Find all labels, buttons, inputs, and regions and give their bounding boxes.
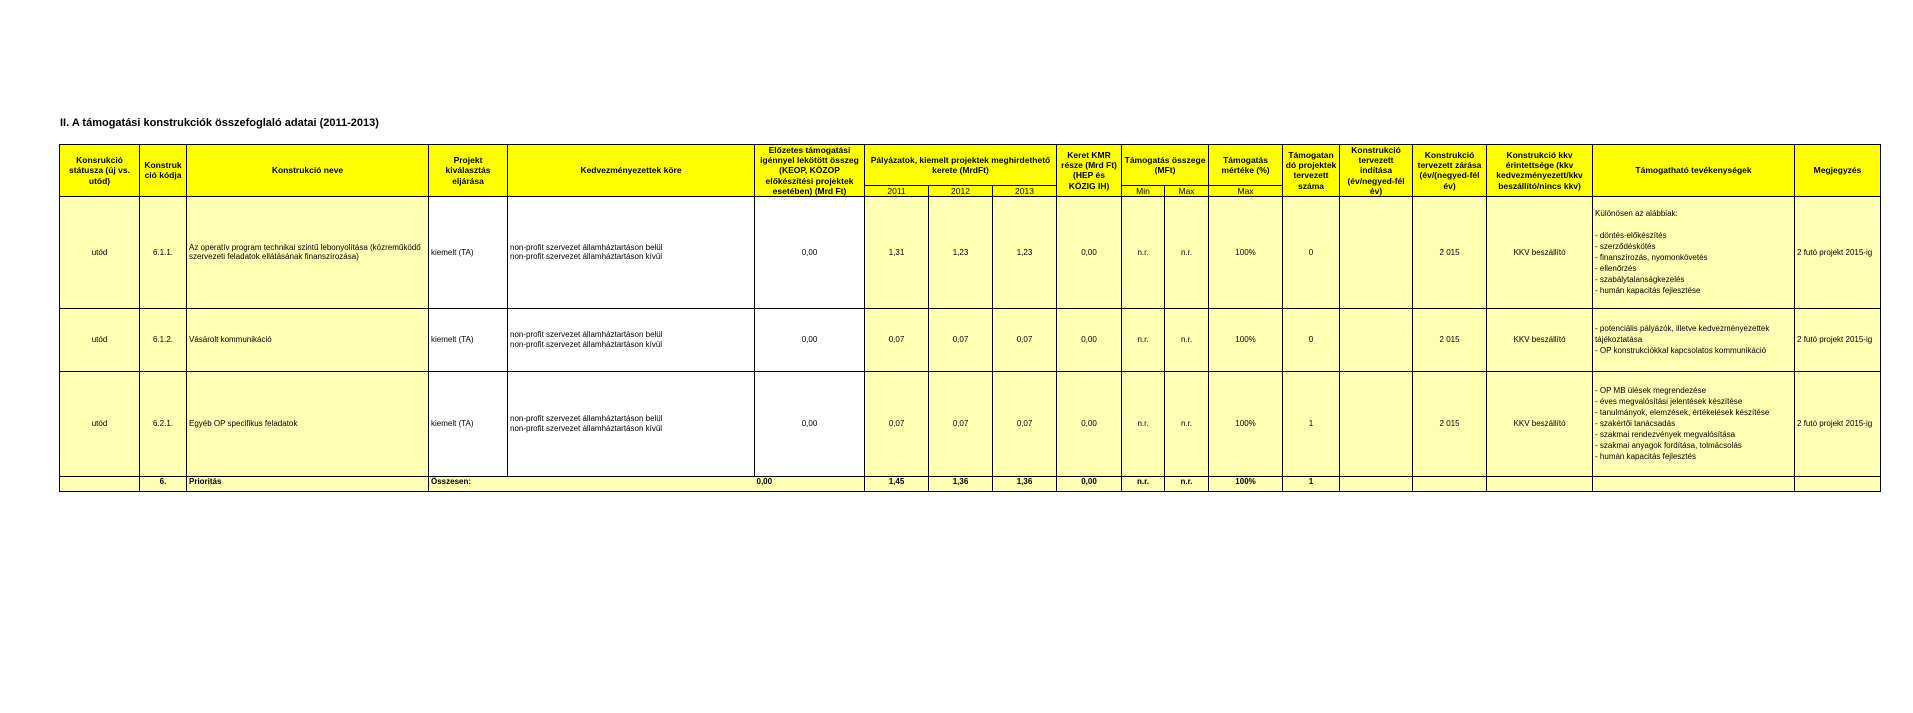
header-max: Max [1165, 185, 1209, 196]
cell-rate: 100% [1209, 371, 1283, 476]
cell-min: n.r. [1122, 308, 1165, 371]
header-note: Megjegyzés [1795, 145, 1881, 197]
total-status [60, 476, 140, 491]
cell-kmr: 0,00 [1057, 371, 1122, 476]
activity-line: - döntés-előkészítés [1595, 231, 1667, 241]
cell-name: Egyéb OP specifikus feladatok [187, 371, 429, 476]
cell-kmr: 0,00 [1057, 308, 1122, 371]
activity-line: - szerződéskötés [1595, 242, 1656, 252]
cell-note: 2 futó projekt 2015-ig [1795, 308, 1881, 371]
page-title: II. A támogatási konstrukciók összefoglaló adatai (2011-2013) [60, 117, 379, 129]
cell-max: n.r. [1165, 308, 1209, 371]
activity-line: - potenciális pályázók, illetve kedvezményezettek tájékoztatása [1595, 324, 1770, 345]
cell-2012: 0,07 [929, 371, 993, 476]
cell-status: utód [60, 196, 140, 308]
header-name: Konstrukció neve [187, 145, 429, 197]
total-code: 6. [140, 476, 187, 491]
cell-name: Vásárolt kommunikáció [187, 308, 429, 371]
cell-2011: 0,07 [865, 371, 929, 476]
summary-table [59, 144, 1881, 492]
activity-line: - OP MB ülések megrendezése [1595, 386, 1707, 396]
cell-sme: KKV beszállító [1487, 308, 1593, 371]
header-planned-count: Támogatan dó projektek tervezett száma [1283, 145, 1340, 197]
cell-code: 6.1.2. [140, 308, 187, 371]
header-year-2013: 2013 [993, 185, 1057, 196]
total-2011: 1,45 [865, 476, 929, 491]
header-code: Konstruk ció kódja [140, 145, 187, 197]
activity-line: - szakértői tanácsadás [1595, 419, 1676, 429]
activity-line: - éves megvalósítási jelentések készítése [1595, 397, 1743, 407]
cell-closing: 2 015 [1413, 371, 1487, 476]
total-note [1795, 476, 1881, 491]
header-year-2012: 2012 [929, 185, 993, 196]
table-row [60, 371, 1881, 476]
header-min: Min [1122, 185, 1165, 196]
header-activities: Támogatható tevékenységek [1593, 145, 1795, 197]
cell-note: 2 futó projekt 2015-ig [1795, 196, 1881, 308]
cell-activities [1593, 308, 1795, 371]
total-closing [1413, 476, 1487, 491]
activity-line: - OP konstrukciókkal kapcsolatos kommunikáció [1595, 346, 1767, 356]
cell-launch [1340, 196, 1413, 308]
cell-selection: kiemelt (TA) [429, 308, 508, 371]
cell-beneficiaries: non-profit szervezet államháztartáson belül non-profit szervezet államháztartáson kívül [508, 308, 755, 371]
cell-beneficiaries: non-profit szervezet államháztartáson belül non-profit szervezet államháztartáson kívül [508, 196, 755, 308]
header-closing: Konstrukció tervezett zárása (év/(negyed-fél év) [1413, 145, 1487, 197]
cell-planned-count: 1 [1283, 371, 1340, 476]
activity-line [1595, 219, 1792, 230]
activity-line: - szakmai rendezvények megvalósítása [1595, 430, 1736, 440]
cell-sme: KKV beszállító [1487, 371, 1593, 476]
total-max: n.r. [1165, 476, 1209, 491]
total-row [60, 476, 1881, 491]
cell-2012: 0,07 [929, 308, 993, 371]
header-row [60, 145, 1881, 186]
cell-2011: 1,31 [865, 196, 929, 308]
total-prior-amount: 0,00 [756, 477, 773, 487]
cell-rate: 100% [1209, 196, 1283, 308]
header-status: Konsrukció státusza (új vs. utód) [60, 145, 140, 197]
cell-rate: 100% [1209, 308, 1283, 371]
cell-name: Az operatív program technikai szintű lebonyolítása (közreműködő szervezeti feladatok ellátásának finanszírozása) [187, 196, 429, 308]
header-kmr: Keret KMR része (Mrd Ft) (HEP és KÖZIG IH) [1057, 145, 1122, 197]
header-amount: Támogatás összege (MFt) [1122, 145, 1209, 186]
cell-2011: 0,07 [865, 308, 929, 371]
activity-line: - finanszírozás, nyomonkövetés [1595, 253, 1708, 263]
total-selection: Összesen: [429, 476, 865, 491]
cell-closing: 2 015 [1413, 308, 1487, 371]
cell-launch [1340, 308, 1413, 371]
total-kmr: 0,00 [1057, 476, 1122, 491]
cell-status: utód [60, 371, 140, 476]
cell-min: n.r. [1122, 196, 1165, 308]
cell-selection: kiemelt (TA) [429, 196, 508, 308]
cell-planned-count: 0 [1283, 196, 1340, 308]
cell-2013: 0,07 [993, 371, 1057, 476]
total-2013: 1,36 [993, 476, 1057, 491]
cell-sme: KKV beszállító [1487, 196, 1593, 308]
cell-prior-amount: 0,00 [755, 196, 865, 308]
cell-2013: 1,23 [993, 196, 1057, 308]
header-sme: Konstrukció kkv érintettsége (kkv kedvezményezett/kkv beszállító/nincs kkv) [1487, 145, 1593, 197]
header-selection: Projekt kiválasztás eljárása [429, 145, 508, 197]
cell-activities [1593, 371, 1795, 476]
cell-note: 2 futó projekt 2015-ig [1795, 371, 1881, 476]
header-beneficiaries: Kedvezményezettek köre [508, 145, 755, 197]
cell-max: n.r. [1165, 371, 1209, 476]
activity-line: - tanulmányok, elemzések, értékelések készítése [1595, 408, 1770, 418]
activity-line: - humán kapacitás fejlesztés [1595, 452, 1696, 462]
cell-prior-amount: 0,00 [755, 308, 865, 371]
table-row [60, 196, 1881, 308]
total-rate: 100% [1209, 476, 1283, 491]
cell-code: 6.1.1. [140, 196, 187, 308]
cell-prior-amount: 0,00 [755, 371, 865, 476]
header-rate-max: Max [1209, 185, 1283, 196]
total-2012: 1,36 [929, 476, 993, 491]
header-year-2011: 2011 [865, 185, 929, 196]
total-launch [1340, 476, 1413, 491]
cell-status: utód [60, 308, 140, 371]
cell-2013: 0,07 [993, 308, 1057, 371]
cell-code: 6.2.1. [140, 371, 187, 476]
total-min: n.r. [1122, 476, 1165, 491]
activity-line: - szakmai anyagok fordítása, tolmácsolás [1595, 441, 1742, 451]
cell-min: n.r. [1122, 371, 1165, 476]
header-launch: Konstrukció tervezett indítása (év/negyed-fél év) [1340, 145, 1413, 197]
activity-line: Különösen az alábbiak: [1595, 209, 1678, 219]
total-planned-count: 1 [1283, 476, 1340, 491]
cell-closing: 2 015 [1413, 196, 1487, 308]
cell-max: n.r. [1165, 196, 1209, 308]
header-rate: Támogatás mértéke (%) [1209, 145, 1283, 186]
activity-line: - ellenőrzés [1595, 264, 1637, 274]
activity-line: - humán kapacitás fejlesztése [1595, 286, 1701, 296]
header-prior-amount: Előzetes támogatási igénnyel lekötött összeg (KEOP, KÖZOP előkészítési projektek esetében) (Mrd Ft) [755, 145, 865, 197]
total-sme [1487, 476, 1593, 491]
cell-2012: 1,23 [929, 196, 993, 308]
total-activities [1593, 476, 1795, 491]
cell-launch [1340, 371, 1413, 476]
table-row [60, 308, 1881, 371]
header-calls: Pályázatok, kiemelt projektek meghirdethető kerete (MrdFt) [865, 145, 1057, 186]
cell-beneficiaries: non-profit szervezet államháztartáson belül non-profit szervezet államháztartáson kívül [508, 371, 755, 476]
total-name: Prioritás [187, 476, 429, 491]
cell-activities [1593, 196, 1795, 308]
activity-line: - szabálytalanságkezelés [1595, 275, 1685, 285]
cell-selection: kiemelt (TA) [429, 371, 508, 476]
cell-kmr: 0,00 [1057, 196, 1122, 308]
cell-planned-count: 0 [1283, 308, 1340, 371]
